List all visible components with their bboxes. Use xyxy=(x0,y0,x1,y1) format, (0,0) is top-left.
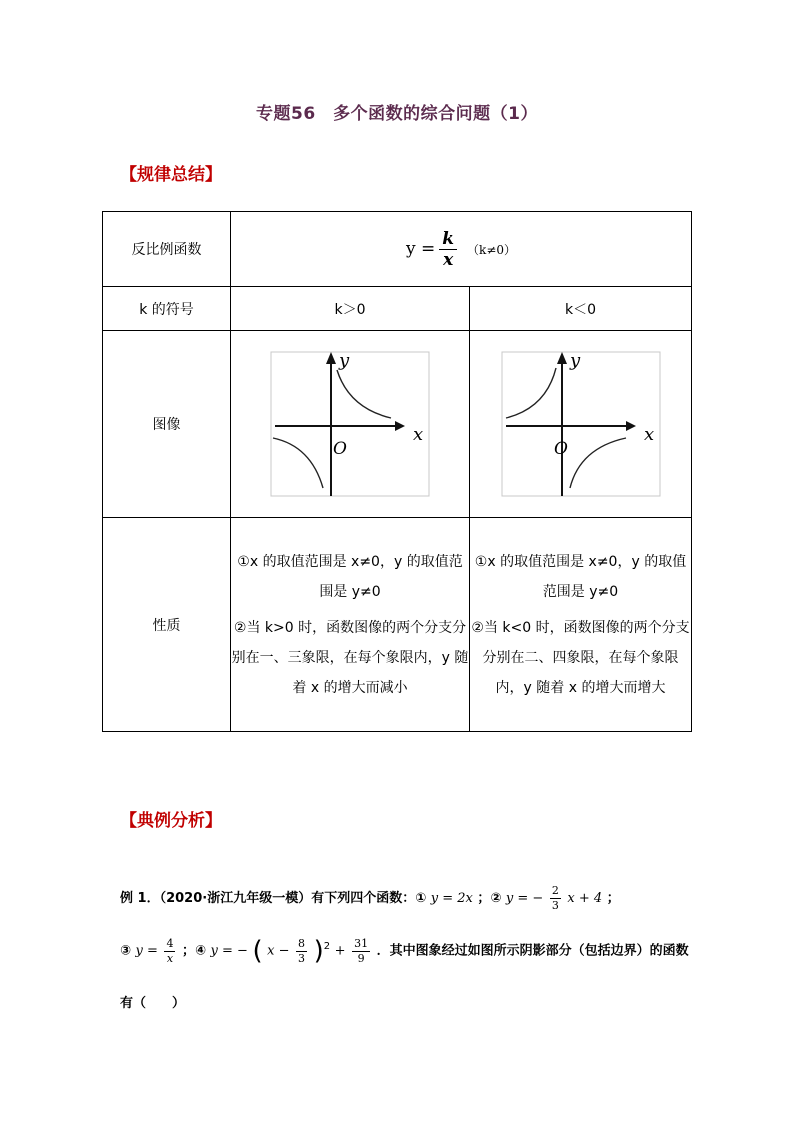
function-2-lhs: y = − xyxy=(505,891,544,906)
function-4-inner: x − xyxy=(267,943,290,959)
origin-label: O xyxy=(553,439,568,459)
row-label-function: 反比例函数 xyxy=(103,212,231,287)
section-heading-summary: 【规律总结】 xyxy=(120,165,222,185)
formula-cell xyxy=(231,212,692,287)
section-heading-examples: 【典例分析】 xyxy=(120,811,222,831)
example-1-line-3: 有（ ） xyxy=(120,996,186,1011)
graph-cell-positive xyxy=(231,331,470,518)
function-4-lhs: y = − xyxy=(210,943,248,959)
circled-3: ③ xyxy=(120,943,132,959)
formula-fraction xyxy=(439,229,457,270)
separator: ；② xyxy=(477,891,502,906)
function-3-fraction xyxy=(164,937,175,966)
graph-cell-negative xyxy=(470,331,692,518)
property-range: ①x 的取值范围是 x≠0，y 的取值范围是 y≠0 xyxy=(237,553,463,600)
row-label-graph: 图像 xyxy=(103,331,231,518)
table-row xyxy=(103,518,692,732)
table-row xyxy=(103,331,692,518)
fraction-numerator: 2 xyxy=(551,884,559,897)
properties-positive xyxy=(231,518,470,732)
property-quadrant: ②当 k>0 时，函数图像的两个分支分别在一、三象限，在每个象限内，y 随着 x 的增大而减小 xyxy=(231,619,469,696)
page-title: 专题56 多个函数的综合问题（1） xyxy=(256,104,538,124)
separator: ；④ xyxy=(181,943,206,959)
formula-numerator: k xyxy=(439,229,457,250)
axis-label-y: y xyxy=(339,350,350,371)
function-4-fraction-1 xyxy=(296,937,307,966)
properties-negative xyxy=(470,518,692,732)
hyperbola-graph-positive xyxy=(267,348,433,500)
fraction-denominator: x xyxy=(166,951,174,965)
axis-label-y: y xyxy=(569,350,580,371)
table-row xyxy=(103,212,692,287)
formula-lhs: y = xyxy=(406,239,436,259)
right-paren: ) xyxy=(313,936,324,966)
table-row xyxy=(103,287,692,331)
example-1-line-1 xyxy=(120,884,700,913)
exponent: 2 xyxy=(323,941,331,953)
formula-condition: （k≠0） xyxy=(467,242,517,257)
function-1: y = 2x xyxy=(430,891,473,906)
formula-denominator: x xyxy=(443,249,454,270)
property-range: ①x 的取值范围是 x≠0，y 的取值范围是 y≠0 xyxy=(474,553,687,600)
example-prefix: 例 1．（2020·浙江九年级一模）有下列四个函数：① xyxy=(120,891,427,906)
row-label-properties: 性质 xyxy=(103,518,231,732)
fraction-numerator: 4 xyxy=(166,936,174,950)
function-4-fraction-2 xyxy=(352,937,370,966)
hyperbola-graph-negative xyxy=(498,348,664,500)
fraction-denominator: 3 xyxy=(298,951,306,965)
function-2-rest: x + 4 xyxy=(567,891,603,906)
fraction-numerator: 31 xyxy=(354,936,369,950)
separator: ； xyxy=(606,891,620,906)
property-quadrant: ②当 k<0 时，函数图像的两个分支分别在二、四象限，在每个象限内，y 随着 x 的增大而增大 xyxy=(471,619,690,696)
example-tail: ．其中图象经过如图所示阴影部分（包括边界）的函数 xyxy=(376,943,689,959)
example-1-line-2 xyxy=(120,936,700,966)
function-2-fraction xyxy=(550,884,561,913)
fraction-denominator: 3 xyxy=(551,899,559,912)
origin-label: O xyxy=(333,439,347,459)
axis-label-x: x xyxy=(643,424,654,445)
function-3-lhs: y = xyxy=(135,943,158,959)
fraction-numerator: 8 xyxy=(298,936,306,950)
row-label-k-sign: k 的符号 xyxy=(103,287,231,331)
k-negative: k＜0 xyxy=(470,287,692,331)
function-formula xyxy=(406,229,516,270)
fraction-denominator: 9 xyxy=(357,951,365,965)
axis-label-x: x xyxy=(413,424,424,445)
summary-table xyxy=(102,211,692,732)
plus-sign: + xyxy=(334,943,346,959)
k-positive: k＞0 xyxy=(231,287,470,331)
left-paren: ( xyxy=(252,936,263,966)
